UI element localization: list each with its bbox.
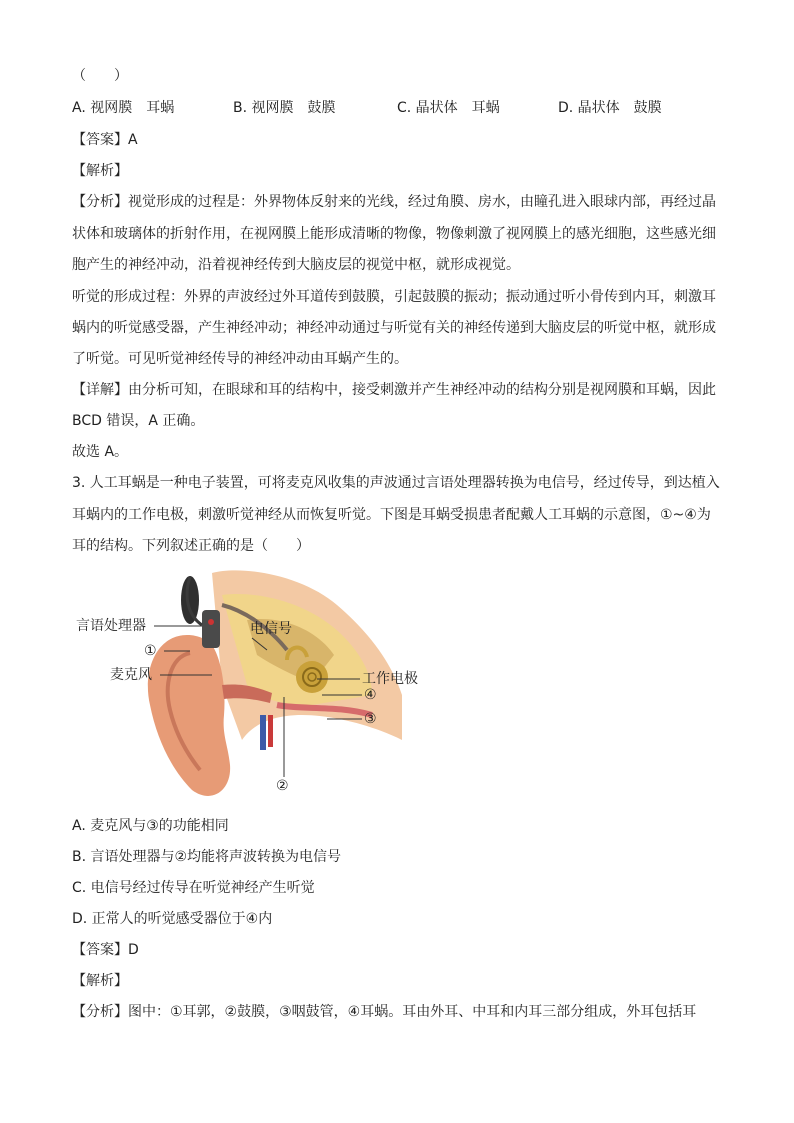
q2-answer: [72, 130, 138, 150]
answer-value: D: [128, 942, 139, 958]
q2-analysis-line-2: 状体和玻璃体的折射作用，在视网膜上能形成清晰的物像，物像刺激了视网膜上的感光细胞，这些感光细: [72, 226, 716, 242]
q2-analysis-line-4: 听觉的形成过程：外界的声波经过外耳道传到鼓膜，引起鼓膜的振动；振动通过听小骨传到内耳，刺激耳: [72, 289, 716, 305]
label-microphone: 麦克风: [110, 667, 152, 683]
q2-option-a: A. 视网膜 耳蜗: [72, 100, 175, 116]
q2-option-b: B. 视网膜 鼓膜: [233, 100, 336, 116]
blood-vessel-blue: [260, 715, 266, 750]
q3-option-d: D. 正常人的听觉感受器位于④内: [72, 911, 273, 927]
cochlear-implant-figure: [72, 565, 432, 805]
q2-option-d: D. 晶状体 鼓膜: [558, 100, 662, 116]
blood-vessel-red: [268, 715, 273, 747]
pinna-shape: [148, 635, 230, 796]
q3-option-b: B. 言语处理器与②均能将声波转换为电信号: [72, 849, 342, 865]
q2-analysis-line-3: 胞产生的神经冲动，沿着视神经传到大脑皮层的视觉中枢，就形成视觉。: [72, 257, 520, 273]
q3-analysis-line-1: [72, 1002, 696, 1022]
label-speech-processor: 言语处理器: [76, 618, 146, 634]
analysis-text: 图中：①耳郭，②鼓膜，③咽鼓管，④耳蜗。耳由外耳、中耳和内耳三部分组成，外耳包括耳: [128, 1004, 697, 1020]
label-2: ②: [276, 778, 289, 794]
analysis-text: 视觉形成的过程是：外界物体反射来的光线，经过角膜、房水，由瞳孔进入眼球内部，再经过晶: [128, 194, 716, 210]
q3-analysis-header: 【解析】: [72, 973, 128, 989]
q3-stem-line-2: 耳蜗内的工作电极，刺激听觉神经从而恢复听觉。下图是耳蜗受损患者配戴人工耳蜗的示意图，①~④为: [72, 507, 711, 523]
detail-text: 由分析可知，在眼球和耳的结构中，接受刺激并产生神经冲动的结构分别是视网膜和耳蜗，因此: [128, 382, 716, 398]
q2-analysis-line-6: 了听觉。可见听觉神经传导的神经冲动由耳蜗产生的。: [72, 351, 408, 367]
analysis-tag: 【分析】: [72, 1004, 128, 1020]
answer-tag: 【答案】: [72, 942, 128, 958]
analysis-tag: 【分析】: [72, 194, 128, 210]
label-1: ①: [144, 643, 157, 659]
q2-analysis-line-5: 蜗内的听觉感受器，产生神经冲动；神经冲动通过与听觉有关的神经传递到大脑皮层的听觉中枢，就形成: [72, 320, 716, 336]
q2-analysis-line-1: [72, 192, 716, 212]
q2-stem-tail: （ ）: [72, 68, 128, 84]
q2-conclusion: 故选 A。: [72, 444, 129, 460]
q2-option-c: C. 晶状体 耳蜗: [397, 100, 500, 116]
q3-option-c: C. 电信号经过传导在听觉神经产生听觉: [72, 880, 315, 896]
cochlea-shape: [296, 661, 328, 693]
label-3: ③: [364, 711, 377, 727]
q2-analysis-header: 【解析】: [72, 163, 128, 179]
answer-tag: 【答案】: [72, 132, 128, 148]
q3-answer: [72, 940, 139, 960]
answer-value: A: [128, 132, 138, 148]
detail-tag: 【详解】: [72, 382, 128, 398]
q3-stem-line-1: 3. 人工耳蜗是一种电子装置，可将麦克风收集的声波通过言语处理器转换为电信号，经过传导，到达植入: [72, 475, 720, 491]
processor-led: [208, 619, 214, 625]
label-4: ④: [364, 687, 377, 703]
label-electrode: 工作电极: [362, 671, 418, 687]
q3-stem-line-3: 耳的结构。下列叙述正确的是（ ）: [72, 538, 310, 554]
q2-detail-line-1: [72, 380, 716, 400]
processor-body: [202, 610, 220, 648]
label-signal: 电信号: [250, 621, 292, 637]
q3-option-a: A. 麦克风与③的功能相同: [72, 818, 229, 834]
q2-detail-line-2: BCD 错误，A 正确。: [72, 413, 205, 429]
speech-processor-device: [181, 576, 199, 624]
